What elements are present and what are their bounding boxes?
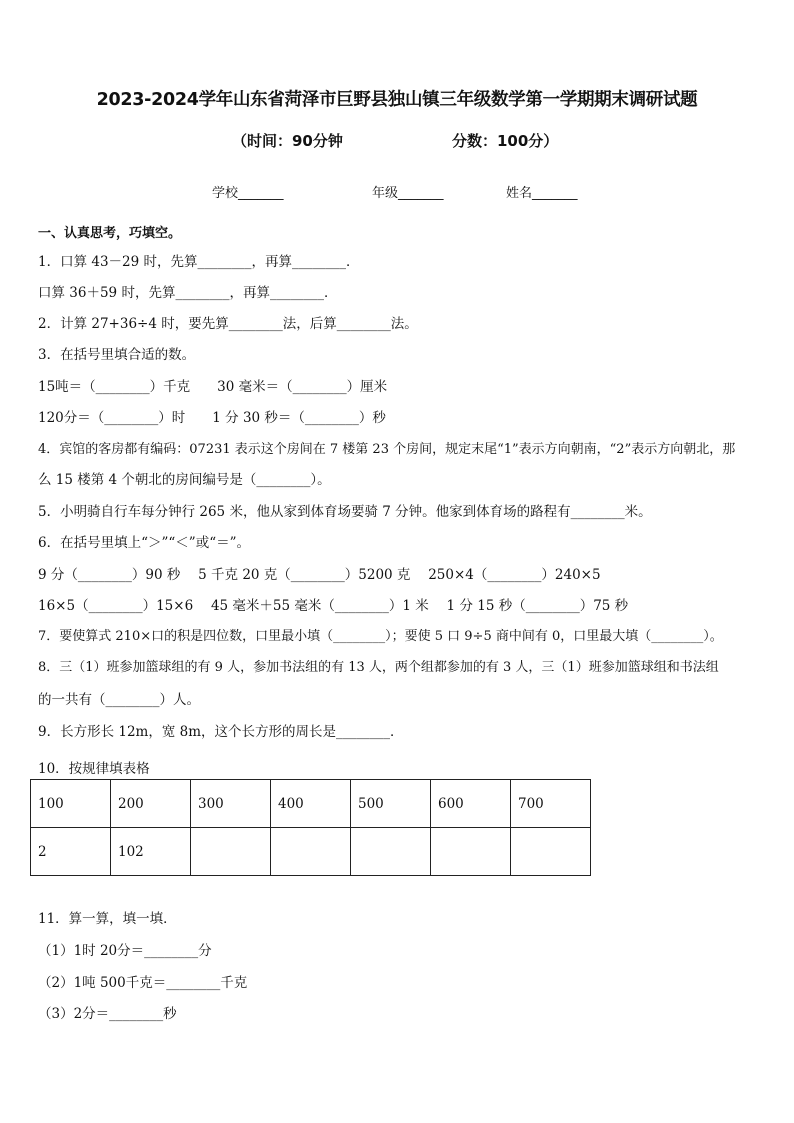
section-heading: 一、认真思考，巧填空。 <box>38 226 182 241</box>
question-2: 2．计算 27+36÷4 时，要先算________法，后算________法。 <box>38 316 418 332</box>
name-field: 姓名_______ <box>506 186 578 201</box>
table-cell-blank <box>431 828 511 876</box>
question-11a: （1）1时 20分＝________分 <box>38 943 212 959</box>
school-field: 学校_______ <box>212 186 284 201</box>
question-8b: 的一共有（________）人。 <box>38 692 200 708</box>
table-cell-blank <box>191 828 271 876</box>
table-cell: 600 <box>431 780 511 828</box>
question-3a: 15吨＝（________）千克 30 毫米＝（________）厘米 <box>38 379 388 395</box>
question-10: 10．按规律填表格 <box>38 761 150 777</box>
grade-field: 年级_______ <box>372 186 444 201</box>
table-cell: 700 <box>511 780 591 828</box>
table-cell: 200 <box>111 780 191 828</box>
table-cell-blank <box>271 828 351 876</box>
question-11b: （2）1吨 500千克＝________千克 <box>38 975 248 991</box>
table-row <box>31 828 591 876</box>
table-cell: 500 <box>351 780 431 828</box>
question-6b: 16×5（________）15×6 45 毫米＋55 毫米（________）1 米 1 分 15 秒（________）75 秒 <box>38 598 629 614</box>
question-7: 7．要使算式 210×口的积是四位数，口里最小填（________）；要使 5 口 9÷5 商中间有 0，口里最大填（________）。 <box>38 629 723 644</box>
table-cell: 102 <box>111 828 191 876</box>
question-11c: （3）2分＝________秒 <box>38 1006 177 1022</box>
table-cell: 2 <box>31 828 111 876</box>
table-cell-blank <box>351 828 431 876</box>
pattern-table <box>30 779 591 876</box>
question-4b: 么 15 楼第 4 个朝北的房间编号是（________）。 <box>38 472 331 488</box>
table-cell: 300 <box>191 780 271 828</box>
question-4a: 4．宾馆的客房都有编码：07231 表示这个房间在 7 楼第 23 个房间，规定末尾“1”表示方向朝南，“2”表示方向朝北，那 <box>38 442 736 457</box>
question-5: 5．小明骑自行车每分钟行 265 米，他从家到体育场要骑 7 分钟。他家到体育场的路程有________米。 <box>38 504 652 520</box>
page-title: 2023-2024学年山东省菏泽市巨野县独山镇三年级数学第一学期期末调研试题 <box>96 90 698 110</box>
question-8a: 8．三（1）班参加篮球组的有 9 人，参加书法组的有 13 人，两个组都参加的有 3 人，三（1）班参加篮球组和书法组 <box>38 660 719 675</box>
question-3: 3．在括号里填合适的数。 <box>38 347 196 363</box>
question-6: 6．在括号里填上“＞”“＜”或“＝”。 <box>38 535 250 551</box>
table-cell: 100 <box>31 780 111 828</box>
question-3b: 120分＝（________）时 1 分 30 秒＝（________）秒 <box>38 410 386 426</box>
table-row <box>31 780 591 828</box>
question-9: 9．长方形长 12m，宽 8m，这个长方形的周长是________． <box>38 724 404 740</box>
exam-time: （时间：90分钟 <box>232 132 343 150</box>
question-1b: 口算 36＋59 时，先算________，再算________． <box>38 285 338 301</box>
question-11: 11．算一算，填一填． <box>38 911 177 927</box>
table-cell: 400 <box>271 780 351 828</box>
question-1a: 1．口算 43－29 时，先算________，再算________． <box>38 254 360 270</box>
question-6a: 9 分（________）90 秒 5 千克 20 克（________）5200 克 250×4（________）240×5 <box>38 567 601 583</box>
table-cell-blank <box>511 828 591 876</box>
exam-score: 分数：100分） <box>452 132 559 150</box>
